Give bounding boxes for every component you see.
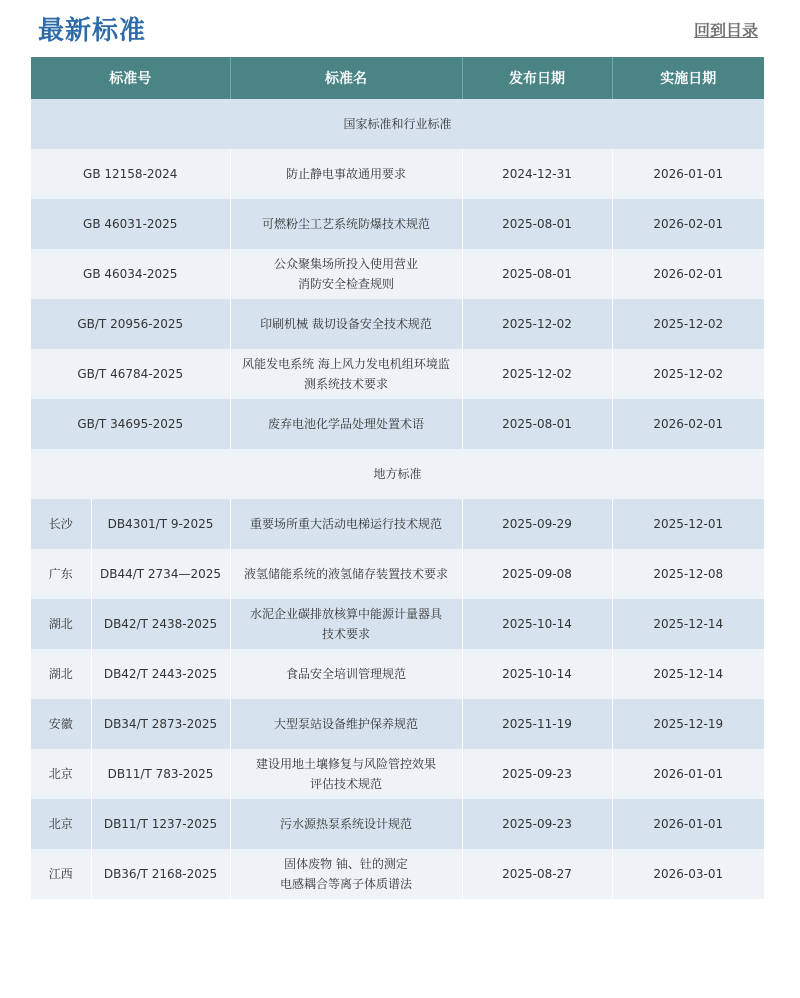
standard-code: DB11/T 783-2025 bbox=[91, 749, 230, 799]
table-row bbox=[31, 749, 764, 799]
standard-code: DB36/T 2168-2025 bbox=[91, 849, 230, 899]
publish-date: 2025-12-02 bbox=[462, 349, 612, 399]
effective-date: 2026-02-01 bbox=[612, 399, 764, 449]
effective-date: 2025-12-19 bbox=[612, 699, 764, 749]
standard-name: 可燃粉尘工艺系统防爆技术规范 bbox=[230, 199, 462, 249]
effective-date: 2026-01-01 bbox=[612, 799, 764, 849]
standard-code: DB4301/T 9-2025 bbox=[91, 499, 230, 549]
standard-name: 防止静电事故通用要求 bbox=[230, 149, 462, 199]
standard-code: DB42/T 2443-2025 bbox=[91, 649, 230, 699]
column-header-effective-date: 实施日期 bbox=[612, 57, 764, 99]
page-title: 最新标准 bbox=[38, 16, 147, 46]
standard-code: GB/T 46784-2025 bbox=[31, 349, 230, 399]
back-to-toc-link[interactable]: 回到目录 bbox=[693, 21, 758, 40]
standard-code: GB 46034-2025 bbox=[31, 249, 230, 299]
effective-date: 2025-12-14 bbox=[612, 649, 764, 699]
effective-date: 2026-01-01 bbox=[612, 149, 764, 199]
table-header-row bbox=[31, 57, 764, 99]
publish-date: 2025-09-08 bbox=[462, 549, 612, 599]
region: 安徽 bbox=[31, 699, 91, 749]
publish-date: 2025-08-01 bbox=[462, 399, 612, 449]
publish-date: 2025-08-01 bbox=[462, 249, 612, 299]
standard-code: DB34/T 2873-2025 bbox=[91, 699, 230, 749]
table-row bbox=[31, 399, 764, 449]
region: 北京 bbox=[31, 799, 91, 849]
region: 湖北 bbox=[31, 599, 91, 649]
table-row bbox=[31, 499, 764, 549]
effective-date: 2026-02-01 bbox=[612, 199, 764, 249]
table-row bbox=[31, 299, 764, 349]
effective-date: 2025-12-08 bbox=[612, 549, 764, 599]
table-row bbox=[31, 799, 764, 849]
publish-date: 2025-12-02 bbox=[462, 299, 612, 349]
region: 北京 bbox=[31, 749, 91, 799]
standard-name: 公众聚集场所投入使用营业 消防安全检查规则 bbox=[230, 249, 462, 299]
section-row bbox=[31, 449, 764, 499]
effective-date: 2026-02-01 bbox=[612, 249, 764, 299]
table-row bbox=[31, 549, 764, 599]
standard-name: 废弃电池化学品处理处置术语 bbox=[230, 399, 462, 449]
region: 广东 bbox=[31, 549, 91, 599]
standard-name: 重要场所重大活动电梯运行技术规范 bbox=[230, 499, 462, 549]
standard-code: GB 46031-2025 bbox=[31, 199, 230, 249]
table-row bbox=[31, 199, 764, 249]
standard-name: 水泥企业碳排放核算中能源计量器具 技术要求 bbox=[230, 599, 462, 649]
table-row bbox=[31, 649, 764, 699]
publish-date: 2024-12-31 bbox=[462, 149, 612, 199]
standard-name: 大型泵站设备维护保养规范 bbox=[230, 699, 462, 749]
effective-date: 2025-12-01 bbox=[612, 499, 764, 549]
table-row bbox=[31, 849, 764, 899]
effective-date: 2026-01-01 bbox=[612, 749, 764, 799]
column-header-publish-date: 发布日期 bbox=[462, 57, 612, 99]
standard-name: 固体废物 铀、钍的测定 电感耦合等离子体质谱法 bbox=[230, 849, 462, 899]
column-header-name: 标准名 bbox=[230, 57, 462, 99]
effective-date: 2025-12-02 bbox=[612, 299, 764, 349]
effective-date: 2025-12-02 bbox=[612, 349, 764, 399]
region: 湖北 bbox=[31, 649, 91, 699]
standard-name: 食品安全培训管理规范 bbox=[230, 649, 462, 699]
publish-date: 2025-10-14 bbox=[462, 649, 612, 699]
section-title: 国家标准和行业标准 bbox=[31, 99, 764, 149]
standard-code: DB11/T 1237-2025 bbox=[91, 799, 230, 849]
column-header-code: 标准号 bbox=[31, 57, 230, 99]
standard-code: DB44/T 2734—2025 bbox=[91, 549, 230, 599]
table-row bbox=[31, 249, 764, 299]
standards-table bbox=[31, 57, 764, 899]
standard-code: GB 12158-2024 bbox=[31, 149, 230, 199]
standard-code: DB42/T 2438-2025 bbox=[91, 599, 230, 649]
publish-date: 2025-08-27 bbox=[462, 849, 612, 899]
publish-date: 2025-09-23 bbox=[462, 749, 612, 799]
table-row bbox=[31, 149, 764, 199]
publish-date: 2025-09-29 bbox=[462, 499, 612, 549]
section-title: 地方标准 bbox=[31, 449, 764, 499]
publish-date: 2025-10-14 bbox=[462, 599, 612, 649]
region: 长沙 bbox=[31, 499, 91, 549]
standard-name: 建设用地土壤修复与风险管控效果 评估技术规范 bbox=[230, 749, 462, 799]
publish-date: 2025-11-19 bbox=[462, 699, 612, 749]
standard-code: GB/T 34695-2025 bbox=[31, 399, 230, 449]
standard-code: GB/T 20956-2025 bbox=[31, 299, 230, 349]
effective-date: 2026-03-01 bbox=[612, 849, 764, 899]
effective-date: 2025-12-14 bbox=[612, 599, 764, 649]
publish-date: 2025-09-23 bbox=[462, 799, 612, 849]
section-row bbox=[31, 99, 764, 149]
publish-date: 2025-08-01 bbox=[462, 199, 612, 249]
table-row bbox=[31, 699, 764, 749]
standard-name: 液氢储能系统的液氢储存装置技术要求 bbox=[230, 549, 462, 599]
table-row bbox=[31, 599, 764, 649]
standard-name: 风能发电系统 海上风力发电机组环境监 测系统技术要求 bbox=[230, 349, 462, 399]
table-row bbox=[31, 349, 764, 399]
standard-name: 印刷机械 裁切设备安全技术规范 bbox=[230, 299, 462, 349]
standard-name: 污水源热泵系统设计规范 bbox=[230, 799, 462, 849]
region: 江西 bbox=[31, 849, 91, 899]
